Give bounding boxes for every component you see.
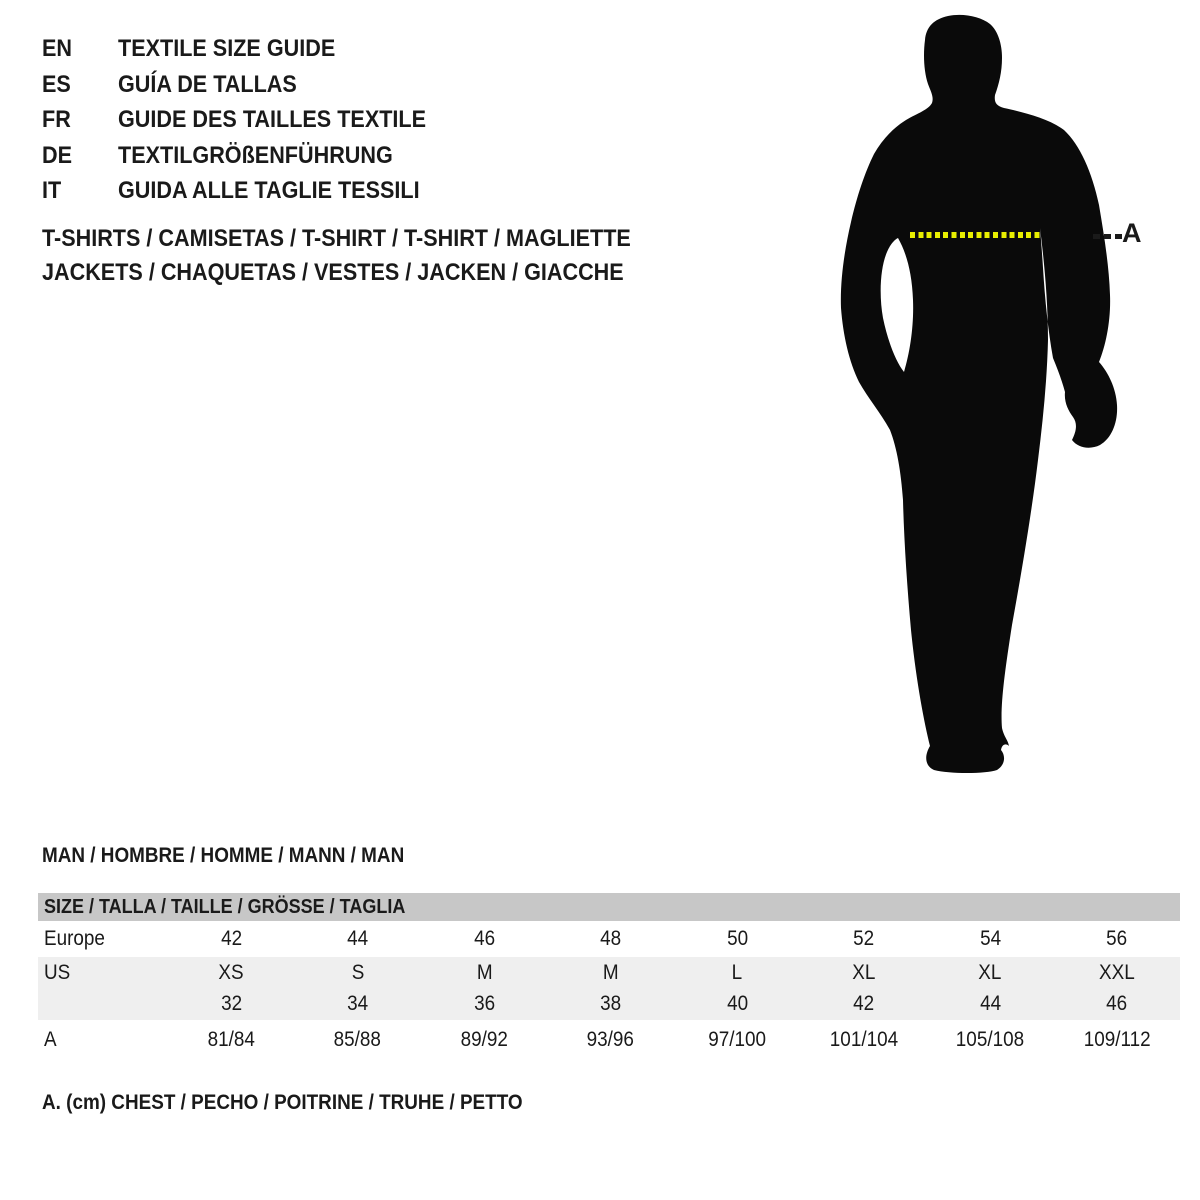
table-row-europe: Europe 42 44 46 48 50 52 54 56 (44, 927, 1128, 950)
row-label: US (44, 960, 71, 984)
size-table-header: SIZE / TALLA / TAILLE / GRÖSSE / TAGLIA (38, 893, 1180, 921)
table-light-band (38, 957, 1180, 1020)
section-title-man: MAN / HOMBRE / HOMME / MANN / MAN (42, 844, 405, 867)
man-silhouette-icon (820, 0, 1200, 800)
language-guide-title: TEXTILGRÖßENFÜHRUNG (118, 141, 393, 169)
language-code: FR (42, 106, 71, 133)
category-line-tshirts: T-SHIRTS / CAMISETAS / T-SHIRT / T-SHIRT / MAGLIETTE (42, 225, 631, 252)
measurement-footnote: A. (cm) CHEST / PECHO / POITRINE / TRUHE / PETTO (42, 1091, 523, 1114)
table-row-alt-sizes: 32 34 36 38 40 42 44 46 (220, 992, 1128, 1015)
language-row-fr (42, 102, 460, 138)
language-guide-title: GUÍA DE TALLAS (118, 70, 297, 98)
row-label: A (44, 1028, 57, 1051)
language-code: ES (42, 70, 71, 98)
language-row-en (42, 31, 460, 67)
language-code: EN (42, 35, 73, 62)
language-guide-title: GUIDA ALLE TAGLIE TESSILI (118, 177, 420, 204)
language-row-it (42, 173, 460, 209)
size-table (38, 893, 1180, 1060)
measure-callout-dashes (1093, 234, 1122, 239)
language-row-es (42, 67, 460, 103)
language-code: DE (42, 141, 73, 169)
language-row-de (42, 138, 460, 174)
chest-measure-line (910, 232, 1040, 238)
measurement-label-a: A (1122, 218, 1142, 248)
row-label: Europe (44, 927, 105, 950)
table-row-chest-a: A 81/84 85/88 89/92 93/96 97/100 101/104 105/108 109/112 (44, 1028, 1151, 1051)
language-code: IT (42, 177, 62, 204)
product-categories (42, 222, 696, 289)
table-row-us: US XS S M M L XL XL XXL (44, 960, 1135, 984)
language-guide-list (42, 31, 460, 209)
language-guide-title: GUIDE DES TAILLES TEXTILE (118, 106, 427, 133)
category-line-jackets: JACKETS / CHAQUETAS / VESTES / JACKEN / GIACCHE (42, 258, 624, 286)
language-guide-title: TEXTILE SIZE GUIDE (118, 35, 336, 62)
